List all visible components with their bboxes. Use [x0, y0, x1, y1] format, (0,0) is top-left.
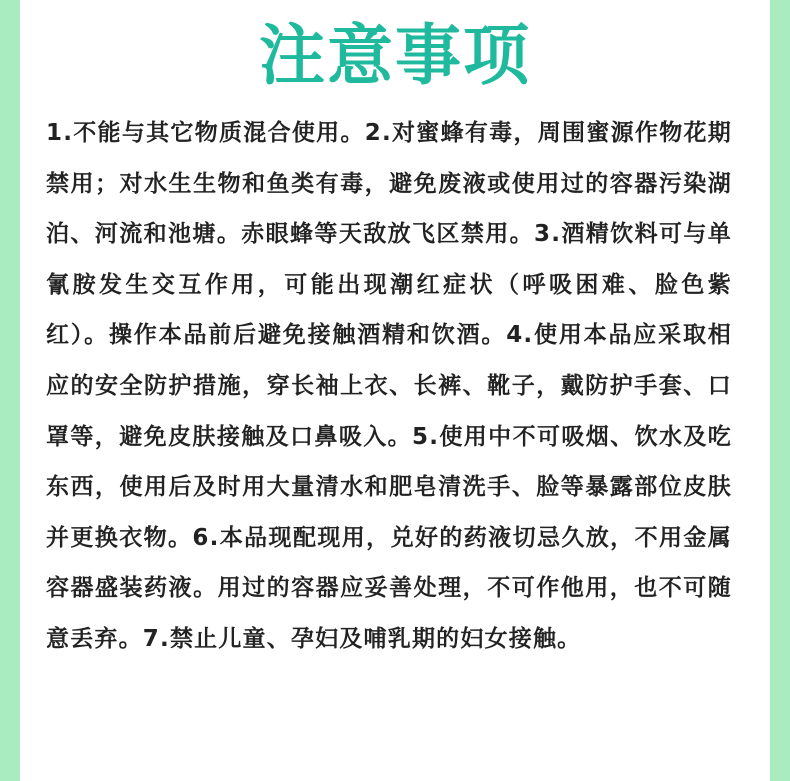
right-border — [770, 0, 790, 781]
left-border — [0, 0, 20, 781]
notice-body: 1.不能与其它物质混合使用。2.对蜜蜂有毒，周围蜜源作物花期禁用；对水生生物和鱼类有毒，避免废液或使用过的容器污染湖泊、河流和池塘。赤眼蜂等天敌放飞区禁用。3.酒精饮料可与单氰胺发生交互作用，可能出现潮红症状（呼吸困难、脸色紫红）。操作本品前后避免接触酒精和饮酒。4.使用本品应采取相应的安全防护措施，穿长袖上衣、长裤、靴子，戴防护手套、口罩等，避免皮肤接触及口鼻吸入。5.使用中不可吸烟、饮水及吃东西，使用后及时用大量清水和肥皂清洗手、脸等暴露部位皮肤并更换衣物。6.本品现配现用，兑好的药液切忌久放，不用金属容器盛装药液。用过的容器应妥善处理，不可作他用，也不可随意丢弃。7.禁止儿童、孕妇及哺乳期的妇女接触。 — [46, 120, 732, 652]
page-title: 注意事项 — [259, 17, 531, 94]
notice-panel — [20, 0, 770, 781]
